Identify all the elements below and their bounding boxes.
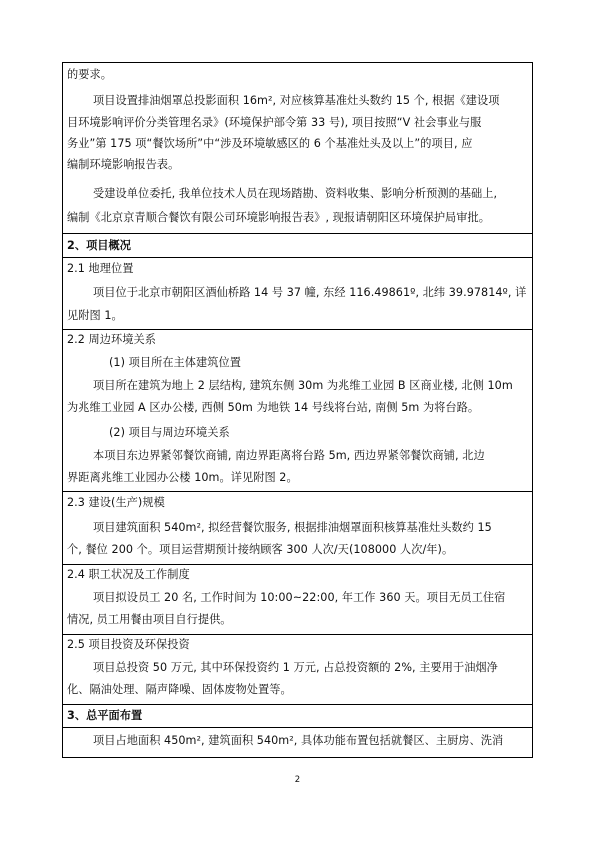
text-line: 目环境影响评价分类管理名录》(环境保护部令第 33 号), 项目按照“V 社会事业与服	[67, 116, 482, 129]
text-line: 情况, 员工用餐由项目自行提供。	[67, 613, 232, 626]
text-line: 务业”第 175 项“餐饮场所”中“涉及环境敏感区的 6 个基准灶头及以上”的项目, 应	[67, 137, 473, 150]
row-divider	[63, 233, 532, 234]
text-line: (1) 项目所在主体建筑位置	[109, 356, 241, 369]
subsection-heading: 2.5 项目投资及环保投资	[67, 638, 190, 651]
row-divider	[63, 564, 532, 565]
text-line: (2) 项目与周边环境关系	[109, 426, 230, 439]
text-line: 项目位于北京市朝阳区酒仙桥路 14 号 37 幢, 东经 116.49861º, 北纬 39.97814º, 详	[93, 286, 527, 299]
content-frame	[62, 62, 533, 758]
text-line: 编制环境影响报告表。	[67, 158, 180, 171]
text-line: 的要求。	[67, 68, 112, 81]
text-line: 受建设单位委托, 我单位技术人员在现场踏勘、资料收集、影响分析预测的基础上,	[93, 187, 498, 200]
text-line: 为兆维工业园 A 区办公楼, 西侧 50m 为地铁 14 号线将台站, 南侧 5m 为将台路。	[67, 401, 480, 414]
section-heading: 2、项目概况	[67, 239, 132, 252]
text-line: 项目总投资 50 万元, 其中环保投资约 1 万元, 占总投资额的 2%, 主要用于油烟净	[93, 661, 498, 674]
page-number: 2	[294, 775, 301, 785]
row-divider	[63, 704, 532, 705]
subsection-heading: 2.4 职工状况及工作制度	[67, 568, 190, 581]
text-line: 个, 餐位 200 个。项目运营期预计接纳顾客 300 人次/天(108000 人次/年)。	[67, 543, 454, 556]
row-divider	[63, 257, 532, 258]
row-divider	[63, 329, 532, 330]
subsection-heading: 2.3 建设(生产)规模	[67, 496, 165, 509]
row-divider	[63, 491, 532, 492]
text-line: 本项目东边界紧邻餐饮商铺, 南边界距离将台路 5m, 西边界紧邻餐饮商铺, 北边	[93, 449, 485, 462]
row-divider	[63, 634, 532, 635]
text-line: 编制《北京京青顺合餐饮有限公司环境影响报告表》, 现报请朝阳区环境保护局审批。	[67, 211, 491, 224]
text-line: 化、隔油处理、隔声降噪、固体废物处置等。	[67, 683, 292, 696]
text-line: 项目所在建筑为地上 2 层结构, 建筑东侧 30m 为兆维工业园 B 区商业楼, 北侧 10m	[93, 379, 513, 392]
section-heading: 3、总平面布置	[67, 709, 143, 722]
text-line: 项目建筑面积 540m², 拟经营餐饮服务, 根据排油烟罩面积核算基准灶头数约 15	[93, 521, 492, 534]
text-line: 界距离兆维工业园办公楼 10m。详见附图 2。	[67, 471, 298, 484]
text-line: 项目拟设员工 20 名, 工作时间为 10:00~22:00, 年工作 360 天。项目无员工住宿	[93, 591, 506, 604]
text-line: 见附图 1。	[67, 309, 123, 322]
text-line: 项目设置排油烟罩总投影面积 16m², 对应核算基准灶头数约 15 个, 根据《建设项	[93, 94, 500, 107]
row-divider	[63, 727, 532, 728]
subsection-heading: 2.1 地理位置	[67, 262, 134, 275]
subsection-heading: 2.2 周边环境关系	[67, 333, 156, 346]
text-line: 项目占地面积 450m², 建筑面积 540m², 具体功能布置包括就餐区、主厨房、洗消	[93, 734, 504, 747]
